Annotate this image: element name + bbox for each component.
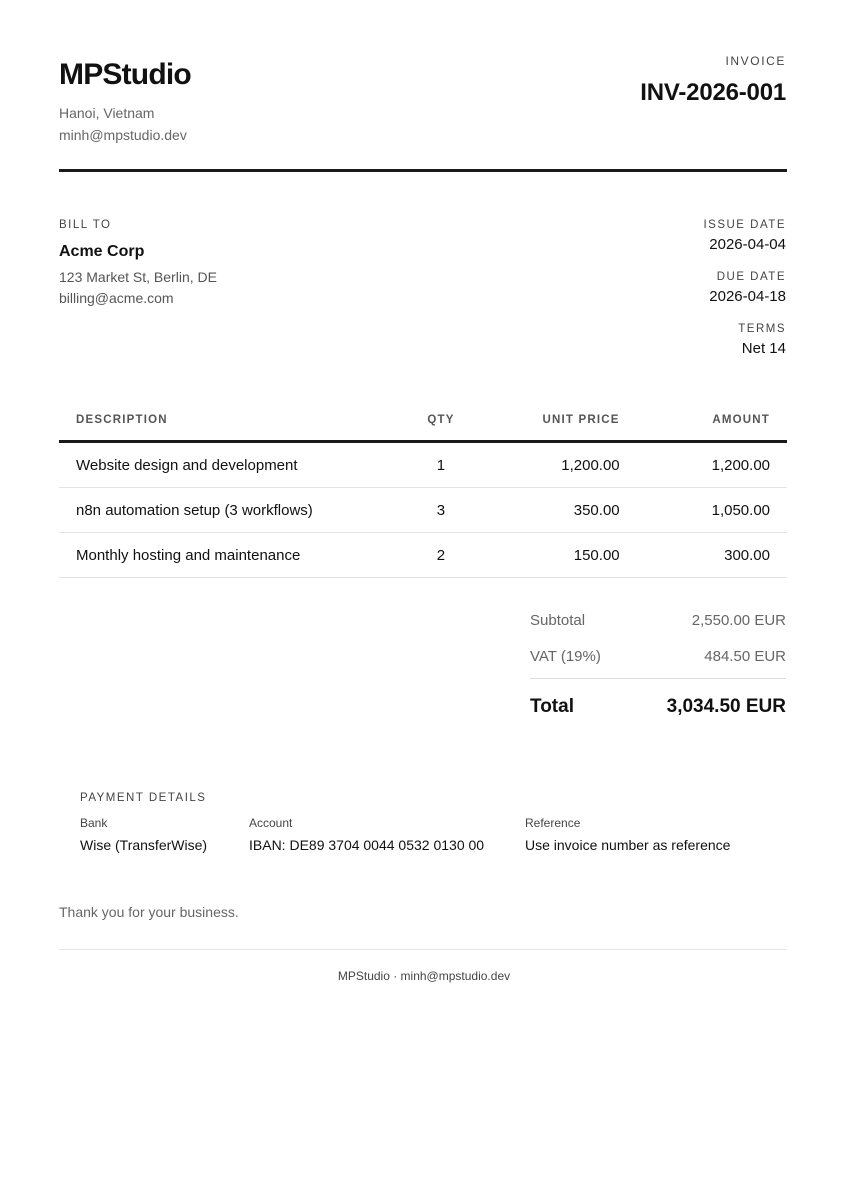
issue-date-value: 2026-04-04 <box>709 236 786 253</box>
header-divider <box>59 169 787 172</box>
client-address: 123 Market St, Berlin, DE <box>59 269 217 285</box>
table-row <box>59 533 787 578</box>
account-label: Account <box>249 816 293 830</box>
totals-section <box>530 606 786 727</box>
line-items-table <box>59 400 787 578</box>
reference-label: Reference <box>525 816 581 830</box>
terms-value: Net 14 <box>741 340 786 357</box>
subtotal-label: Subtotal <box>530 612 586 629</box>
client-name: Acme Corp <box>59 243 145 260</box>
cell-amount: 1,050.00 <box>637 488 787 533</box>
table-row <box>59 442 787 488</box>
cell-amount: 1,200.00 <box>637 442 787 488</box>
cell-unit-price: 1,200.00 <box>487 442 636 488</box>
payment-details-label: PAYMENT DETAILS <box>80 792 207 804</box>
total-label: Total <box>530 696 574 717</box>
terms-block <box>536 322 786 374</box>
due-date-label: DUE DATE <box>716 271 786 283</box>
header-qty: QTY <box>395 400 487 442</box>
terms-label: TERMS <box>738 323 786 335</box>
bank-value: Wise (TransferWise) <box>80 837 208 853</box>
cell-description: Website design and development <box>59 442 395 488</box>
reference-value: Use invoice number as reference <box>525 837 731 853</box>
company-location: Hanoi, Vietnam <box>59 105 155 121</box>
subtotal-row <box>530 606 786 642</box>
total-row <box>530 679 786 727</box>
cell-qty: 2 <box>395 533 487 578</box>
due-date-value: 2026-04-18 <box>709 288 786 305</box>
due-date-block <box>536 270 786 322</box>
account-value: IBAN: DE89 3704 0044 0532 0130 00 <box>249 837 485 853</box>
cell-unit-price: 350.00 <box>487 488 636 533</box>
subtotal-value: 2,550.00 EUR <box>691 612 786 629</box>
vat-row <box>530 642 786 678</box>
vat-value: 484.50 EUR <box>704 648 786 665</box>
client-email: billing@acme.com <box>59 290 174 306</box>
header-unit-price: UNIT PRICE <box>487 400 636 442</box>
cell-amount: 300.00 <box>637 533 787 578</box>
header-description: DESCRIPTION <box>59 400 395 442</box>
company-name: MPStudio <box>59 58 191 91</box>
cell-description: Monthly hosting and maintenance <box>59 533 395 578</box>
header-amount: AMOUNT <box>637 400 787 442</box>
bill-to-section <box>59 218 459 309</box>
invoice-meta <box>536 218 786 374</box>
thank-you-note: Thank you for your business. <box>59 904 239 920</box>
invoice-label: INVOICE <box>725 54 786 68</box>
issue-date-block <box>536 218 786 270</box>
account-block <box>249 816 484 854</box>
total-value: 3,034.50 EUR <box>666 696 786 717</box>
invoice-header <box>59 54 786 148</box>
cell-description: n8n automation setup (3 workflows) <box>59 488 395 533</box>
vat-label: VAT (19%) <box>530 648 601 665</box>
table-header-row <box>59 400 787 442</box>
cell-qty: 3 <box>395 488 487 533</box>
cell-unit-price: 150.00 <box>487 533 636 578</box>
table-row <box>59 488 787 533</box>
issue-date-label: ISSUE DATE <box>703 219 786 231</box>
cell-qty: 1 <box>395 442 487 488</box>
bill-to-label: BILL TO <box>59 219 112 231</box>
bank-block <box>80 816 207 854</box>
footer-divider <box>59 949 787 950</box>
payment-details <box>80 791 780 861</box>
company-email: minh@mpstudio.dev <box>59 127 187 143</box>
footer-text: MPStudio · minh@mpstudio.dev <box>337 969 511 983</box>
bank-label: Bank <box>80 816 108 830</box>
reference-block <box>525 816 730 854</box>
invoice-number: INV-2026-001 <box>640 79 786 106</box>
